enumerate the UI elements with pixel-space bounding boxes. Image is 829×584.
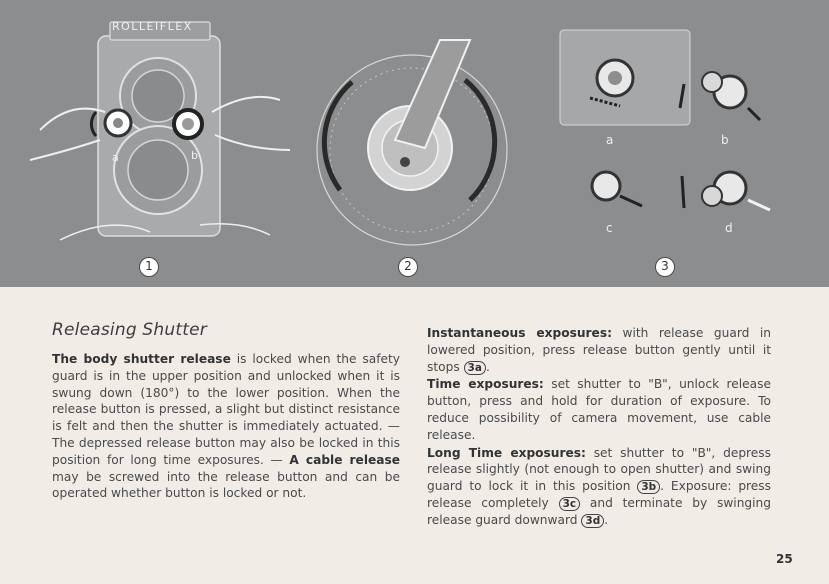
long-time-term: Long Time exposures: [427, 445, 586, 460]
long-time-text: set shutter to "B", depress release slightly (not enough to open shutter) and swing guard to lock it in this position [427, 445, 771, 494]
long-time-text-3: and terminate by swinging release guard downward [427, 495, 772, 527]
sub-label-a: a [606, 133, 614, 147]
instantaneous-end: . [485, 359, 490, 374]
time-paragraph [427, 376, 771, 443]
ref-badge-3b: 3b [637, 480, 660, 494]
body-release-paragraph [52, 351, 400, 502]
ref-badge-3d: 3d [581, 514, 604, 528]
right-column [427, 325, 771, 530]
cable-release-text: may be screwed into the release button and can be operated whether button is locked or not. [52, 469, 400, 501]
time-text: set shutter to "B", unlock release button, press and hold for duration of exposure. To reduce possibility of camera movement, use cable release. [427, 377, 771, 442]
instantaneous-term: Instantaneous exposures: [427, 326, 612, 340]
illustration-svg [0, 0, 829, 287]
sub-label-d: d [725, 221, 733, 235]
release-dial-illustration [317, 40, 507, 245]
release-detail-illustrations [560, 30, 770, 210]
body-release-text: is locked when the safety guard is in the upper position and unlocked when it is swung down (180°) to the lower position. When the release button is pressed, a slight but distinct resistance is felt and then the shutter is immediately actuated. — The depressed release button may also be locked in this position for long time exposures. — [52, 352, 401, 467]
time-term: Time exposures: [427, 377, 544, 392]
ref-badge-3a: 3a [464, 361, 486, 375]
camera-brand-label: ROLLEIFLEX [112, 20, 193, 33]
panel-number-1: 1 [139, 257, 159, 277]
instantaneous-paragraph [427, 325, 771, 375]
body-release-term: The body shutter release [52, 352, 231, 366]
knob-label-a: a [112, 151, 119, 164]
long-time-end: . [604, 512, 609, 527]
sub-label-c: c [606, 221, 613, 235]
camera-illustration [30, 22, 290, 240]
left-column [52, 320, 400, 502]
knob-label-b: b [191, 149, 198, 162]
long-time-text-2: . Exposure: press release completely [427, 479, 771, 510]
section-title: Releasing Shutter [52, 320, 207, 340]
page-number: 25 [776, 552, 793, 566]
panel-number-3: 3 [655, 257, 675, 277]
instantaneous-text: with release guard in lowered position, press release button gently until it stops [427, 326, 771, 374]
illustration-banner [0, 0, 829, 287]
panel-number-2: 2 [398, 257, 418, 277]
ref-badge-3c: 3c [559, 497, 581, 511]
long-time-paragraph [427, 445, 771, 529]
cable-release-term: A cable release [289, 452, 401, 467]
sub-label-b: b [721, 133, 729, 147]
